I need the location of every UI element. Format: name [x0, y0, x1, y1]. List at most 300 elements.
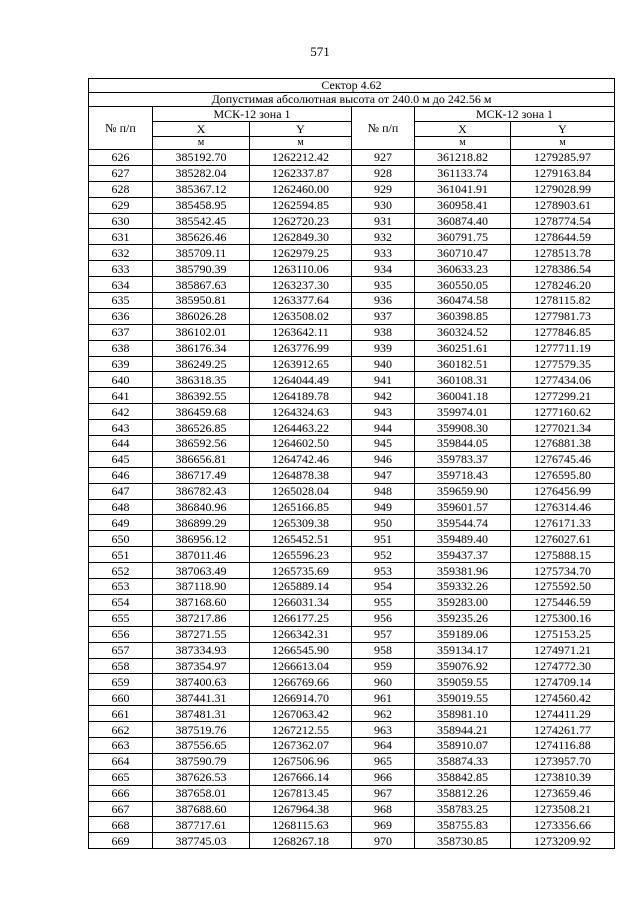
point-num-right: 962 [352, 706, 415, 722]
point-num-left: 632 [89, 245, 153, 261]
point-num-right: 949 [352, 499, 415, 515]
table-row [89, 658, 615, 674]
point-num-right: 966 [352, 769, 415, 785]
y-value-right: 1274709.14 [511, 674, 615, 690]
point-num-right: 946 [352, 451, 415, 467]
table-row [89, 706, 615, 722]
point-num-left: 655 [89, 610, 153, 626]
y-value-right: 1274560.42 [511, 690, 615, 706]
y-header-left: Y [250, 122, 352, 137]
point-num-right: 969 [352, 817, 415, 833]
table-row [89, 722, 615, 738]
table-row [89, 563, 615, 579]
y-value-left: 1263508.02 [250, 308, 352, 324]
point-num-right: 944 [352, 420, 415, 436]
height-note: Допустимая абсолютная высота от 240.0 м до 242.56 м [89, 93, 615, 107]
point-num-left: 648 [89, 499, 153, 515]
table-row [89, 833, 615, 849]
point-num-left: 626 [89, 150, 153, 166]
x-value-left: 386318.35 [153, 372, 250, 388]
point-num-right: 947 [352, 467, 415, 483]
point-num-left: 649 [89, 515, 153, 531]
point-num-right: 963 [352, 722, 415, 738]
unit-y-left: м [250, 137, 352, 150]
x-value-right: 359718.43 [415, 467, 511, 483]
table-row [89, 817, 615, 833]
x-value-right: 360251.61 [415, 340, 511, 356]
point-num-right: 951 [352, 531, 415, 547]
table-row [89, 213, 615, 229]
point-num-left: 641 [89, 388, 153, 404]
y-value-right: 1276881.38 [511, 436, 615, 452]
y-value-left: 1262212.42 [250, 150, 352, 166]
y-value-left: 1265452.51 [250, 531, 352, 547]
y-value-left: 1267362.07 [250, 737, 352, 753]
point-num-right: 939 [352, 340, 415, 356]
x-value-left: 385626.46 [153, 229, 250, 245]
point-num-left: 644 [89, 436, 153, 452]
x-value-right: 359489.40 [415, 531, 511, 547]
x-value-right: 359381.96 [415, 563, 511, 579]
point-num-left: 654 [89, 594, 153, 610]
page-number: 571 [310, 44, 330, 59]
x-value-right: 358842.85 [415, 769, 511, 785]
point-num-right: 940 [352, 356, 415, 372]
y-value-right: 1275446.59 [511, 594, 615, 610]
x-value-left: 387334.93 [153, 642, 250, 658]
x-value-right: 360041.18 [415, 388, 511, 404]
x-value-right: 359908.30 [415, 420, 511, 436]
x-value-left: 386392.55 [153, 388, 250, 404]
point-num-left: 666 [89, 785, 153, 801]
x-value-left: 386899.29 [153, 515, 250, 531]
x-value-right: 358783.25 [415, 801, 511, 817]
y-value-right: 1276171.33 [511, 515, 615, 531]
y-value-left: 1267813.45 [250, 785, 352, 801]
point-num-left: 650 [89, 531, 153, 547]
x-value-left: 386026.28 [153, 308, 250, 324]
y-value-left: 1266613.04 [250, 658, 352, 674]
y-value-right: 1275592.50 [511, 579, 615, 595]
table-row [89, 308, 615, 324]
y-value-left: 1265889.14 [250, 579, 352, 595]
x-value-left: 387063.49 [153, 563, 250, 579]
table-row [89, 197, 615, 213]
point-num-left: 668 [89, 817, 153, 833]
x-value-right: 360633.23 [415, 261, 511, 277]
point-num-right: 970 [352, 833, 415, 849]
x-value-right: 358755.83 [415, 817, 511, 833]
coord-system-right: МСК-12 зона 1 [415, 107, 615, 122]
y-value-left: 1267666.14 [250, 769, 352, 785]
y-value-right: 1279285.97 [511, 150, 615, 166]
y-value-left: 1265309.38 [250, 515, 352, 531]
y-value-right: 1278513.78 [511, 245, 615, 261]
x-value-right: 359076.92 [415, 658, 511, 674]
table-row [89, 579, 615, 595]
y-value-right: 1275734.70 [511, 563, 615, 579]
point-num-right: 936 [352, 293, 415, 309]
y-value-right: 1274772.30 [511, 658, 615, 674]
table-row [89, 388, 615, 404]
y-value-left: 1264324.63 [250, 404, 352, 420]
table-row [89, 753, 615, 769]
point-num-left: 656 [89, 626, 153, 642]
table-row [89, 181, 615, 197]
table-row [89, 293, 615, 309]
x-value-right: 359235.26 [415, 610, 511, 626]
x-value-right: 360958.41 [415, 197, 511, 213]
y-value-left: 1262337.87 [250, 165, 352, 181]
y-value-left: 1262460.00 [250, 181, 352, 197]
y-value-left: 1264878.38 [250, 467, 352, 483]
y-value-left: 1263642.11 [250, 324, 352, 340]
point-num-left: 637 [89, 324, 153, 340]
y-value-left: 1268115.63 [250, 817, 352, 833]
y-value-left: 1264463.22 [250, 420, 352, 436]
y-value-left: 1262849.30 [250, 229, 352, 245]
x-value-left: 385367.12 [153, 181, 250, 197]
y-value-right: 1273209.92 [511, 833, 615, 849]
x-value-right: 359783.37 [415, 451, 511, 467]
x-header-right: X [415, 122, 511, 137]
x-value-left: 386592.56 [153, 436, 250, 452]
table-row [89, 690, 615, 706]
x-value-left: 385282.04 [153, 165, 250, 181]
point-num-left: 638 [89, 340, 153, 356]
table-row [89, 150, 615, 166]
point-num-left: 669 [89, 833, 153, 849]
point-num-right: 930 [352, 197, 415, 213]
y-value-right: 1278903.61 [511, 197, 615, 213]
x-value-right: 359437.37 [415, 547, 511, 563]
y-value-right: 1279163.84 [511, 165, 615, 181]
x-value-right: 359134.17 [415, 642, 511, 658]
point-num-left: 663 [89, 737, 153, 753]
table-row [89, 404, 615, 420]
y-value-right: 1276314.46 [511, 499, 615, 515]
y-value-right: 1273957.70 [511, 753, 615, 769]
point-num-right: 932 [352, 229, 415, 245]
point-num-left: 635 [89, 293, 153, 309]
x-value-left: 387271.55 [153, 626, 250, 642]
y-value-left: 1267506.96 [250, 753, 352, 769]
x-value-right: 358944.21 [415, 722, 511, 738]
y-value-right: 1275153.25 [511, 626, 615, 642]
x-value-left: 387626.53 [153, 769, 250, 785]
point-num-right: 968 [352, 801, 415, 817]
x-value-left: 386656.81 [153, 451, 250, 467]
x-value-left: 387481.31 [153, 706, 250, 722]
y-value-left: 1262979.25 [250, 245, 352, 261]
point-num-left: 639 [89, 356, 153, 372]
x-value-right: 359189.06 [415, 626, 511, 642]
table-row [89, 467, 615, 483]
table-row [89, 451, 615, 467]
x-value-right: 360874.40 [415, 213, 511, 229]
point-num-left: 646 [89, 467, 153, 483]
point-num-right: 958 [352, 642, 415, 658]
point-num-right: 935 [352, 277, 415, 293]
point-num-right: 928 [352, 165, 415, 181]
y-value-right: 1277299.21 [511, 388, 615, 404]
y-value-right: 1273810.39 [511, 769, 615, 785]
point-num-left: 658 [89, 658, 153, 674]
y-value-left: 1266914.70 [250, 690, 352, 706]
x-value-right: 358730.85 [415, 833, 511, 849]
point-num-right: 955 [352, 594, 415, 610]
y-value-left: 1262594.85 [250, 197, 352, 213]
coord-system-left: МСК-12 зона 1 [153, 107, 352, 122]
table-row [89, 626, 615, 642]
x-value-left: 387118.90 [153, 579, 250, 595]
coordinates-table [88, 78, 615, 849]
x-value-left: 387688.60 [153, 801, 250, 817]
x-value-left: 386249.25 [153, 356, 250, 372]
point-num-right: 942 [352, 388, 415, 404]
point-num-left: 645 [89, 451, 153, 467]
y-value-left: 1267964.38 [250, 801, 352, 817]
y-value-left: 1264602.50 [250, 436, 352, 452]
table-row [89, 547, 615, 563]
x-value-left: 386526.85 [153, 420, 250, 436]
y-value-right: 1278774.54 [511, 213, 615, 229]
y-value-right: 1276027.61 [511, 531, 615, 547]
point-num-left: 652 [89, 563, 153, 579]
x-value-right: 359844.05 [415, 436, 511, 452]
y-value-right: 1277711.19 [511, 340, 615, 356]
x-value-left: 385192.70 [153, 150, 250, 166]
x-value-left: 385458.95 [153, 197, 250, 213]
x-value-left: 387658.01 [153, 785, 250, 801]
y-value-left: 1266769.66 [250, 674, 352, 690]
point-num-left: 634 [89, 277, 153, 293]
y-value-left: 1263237.30 [250, 277, 352, 293]
point-num-right: 937 [352, 308, 415, 324]
y-value-left: 1262720.23 [250, 213, 352, 229]
x-value-left: 387717.61 [153, 817, 250, 833]
x-value-right: 360182.51 [415, 356, 511, 372]
y-value-left: 1268267.18 [250, 833, 352, 849]
point-num-left: 647 [89, 483, 153, 499]
table-row [89, 531, 615, 547]
point-num-left: 653 [89, 579, 153, 595]
y-value-right: 1279028.99 [511, 181, 615, 197]
x-value-right: 359019.55 [415, 690, 511, 706]
y-value-left: 1264044.49 [250, 372, 352, 388]
y-value-right: 1276595.80 [511, 467, 615, 483]
point-num-right: 967 [352, 785, 415, 801]
point-num-left: 659 [89, 674, 153, 690]
x-value-left: 387519.76 [153, 722, 250, 738]
x-value-right: 359544.74 [415, 515, 511, 531]
y-value-right: 1274116.88 [511, 737, 615, 753]
point-num-right: 957 [352, 626, 415, 642]
x-value-right: 360474.58 [415, 293, 511, 309]
y-value-left: 1265735.69 [250, 563, 352, 579]
y-value-right: 1277021.34 [511, 420, 615, 436]
y-value-left: 1266031.34 [250, 594, 352, 610]
point-num-right: 933 [352, 245, 415, 261]
unit-x-right: м [415, 137, 511, 150]
x-value-left: 387168.60 [153, 594, 250, 610]
table-row [89, 420, 615, 436]
x-value-right: 361041.91 [415, 181, 511, 197]
x-value-left: 386176.34 [153, 340, 250, 356]
point-num-right: 941 [352, 372, 415, 388]
table-row [89, 277, 615, 293]
y-value-left: 1264742.46 [250, 451, 352, 467]
table-row [89, 340, 615, 356]
point-num-left: 661 [89, 706, 153, 722]
point-num-left: 662 [89, 722, 153, 738]
x-value-left: 386956.12 [153, 531, 250, 547]
point-num-left: 660 [89, 690, 153, 706]
sector-title: Сектор 4.62 [89, 79, 615, 93]
x-value-left: 386782.43 [153, 483, 250, 499]
table-row [89, 515, 615, 531]
point-num-left: 636 [89, 308, 153, 324]
y-value-right: 1276456.99 [511, 483, 615, 499]
y-value-right: 1277846.85 [511, 324, 615, 340]
y-value-right: 1277160.62 [511, 404, 615, 420]
y-value-left: 1266177.25 [250, 610, 352, 626]
point-num-left: 667 [89, 801, 153, 817]
table-row [89, 801, 615, 817]
table-body [89, 150, 615, 849]
point-num-left: 640 [89, 372, 153, 388]
y-value-right: 1278115.82 [511, 293, 615, 309]
point-num-right: 964 [352, 737, 415, 753]
x-value-right: 359659.90 [415, 483, 511, 499]
x-value-left: 386102.01 [153, 324, 250, 340]
x-value-left: 387590.79 [153, 753, 250, 769]
point-num-left: 629 [89, 197, 153, 213]
x-value-right: 360108.31 [415, 372, 511, 388]
point-num-right: 960 [352, 674, 415, 690]
point-num-right: 950 [352, 515, 415, 531]
x-value-right: 358812.26 [415, 785, 511, 801]
x-value-left: 387556.65 [153, 737, 250, 753]
x-value-right: 359283.00 [415, 594, 511, 610]
point-num-left: 643 [89, 420, 153, 436]
unit-x-left: м [153, 137, 250, 150]
x-value-left: 385790.39 [153, 261, 250, 277]
table-row [89, 594, 615, 610]
num-header-left: № п/п [89, 107, 153, 150]
table-row [89, 769, 615, 785]
y-value-right: 1276745.46 [511, 451, 615, 467]
point-num-left: 651 [89, 547, 153, 563]
x-value-right: 359059.55 [415, 674, 511, 690]
table-row [89, 785, 615, 801]
x-value-left: 385709.11 [153, 245, 250, 261]
y-value-right: 1273659.46 [511, 785, 615, 801]
point-num-right: 953 [352, 563, 415, 579]
point-num-right: 959 [352, 658, 415, 674]
y-value-left: 1263110.06 [250, 261, 352, 277]
point-num-right: 931 [352, 213, 415, 229]
y-value-right: 1275300.16 [511, 610, 615, 626]
x-header-left: X [153, 122, 250, 137]
y-value-right: 1277981.73 [511, 308, 615, 324]
y-value-left: 1266545.90 [250, 642, 352, 658]
y-value-right: 1275888.15 [511, 547, 615, 563]
y-value-left: 1267212.55 [250, 722, 352, 738]
x-value-right: 359601.57 [415, 499, 511, 515]
x-value-right: 361218.82 [415, 150, 511, 166]
x-value-left: 387011.46 [153, 547, 250, 563]
y-value-left: 1265028.04 [250, 483, 352, 499]
table-row [89, 356, 615, 372]
x-value-right: 360791.75 [415, 229, 511, 245]
point-num-left: 631 [89, 229, 153, 245]
y-value-left: 1263377.64 [250, 293, 352, 309]
point-num-right: 952 [352, 547, 415, 563]
y-value-left: 1265166.85 [250, 499, 352, 515]
point-num-right: 927 [352, 150, 415, 166]
y-value-right: 1277579.35 [511, 356, 615, 372]
y-value-left: 1267063.42 [250, 706, 352, 722]
y-value-right: 1274971.21 [511, 642, 615, 658]
x-value-right: 360710.47 [415, 245, 511, 261]
num-header-right: № п/п [352, 107, 415, 150]
y-value-left: 1264189.78 [250, 388, 352, 404]
table-row [89, 642, 615, 658]
y-value-right: 1274261.77 [511, 722, 615, 738]
x-value-right: 360550.05 [415, 277, 511, 293]
y-value-right: 1278644.59 [511, 229, 615, 245]
y-value-right: 1273356.66 [511, 817, 615, 833]
point-num-right: 954 [352, 579, 415, 595]
table-row [89, 737, 615, 753]
x-value-right: 359332.26 [415, 579, 511, 595]
table-row [89, 499, 615, 515]
table-row [89, 229, 615, 245]
x-value-right: 361133.74 [415, 165, 511, 181]
x-value-right: 358910.07 [415, 737, 511, 753]
table-row [89, 165, 615, 181]
table-row [89, 261, 615, 277]
table-row [89, 483, 615, 499]
table-row [89, 436, 615, 452]
table-row [89, 610, 615, 626]
x-value-left: 387354.97 [153, 658, 250, 674]
x-value-left: 386717.49 [153, 467, 250, 483]
x-value-left: 387441.31 [153, 690, 250, 706]
point-num-left: 633 [89, 261, 153, 277]
x-value-left: 386459.68 [153, 404, 250, 420]
x-value-left: 385950.81 [153, 293, 250, 309]
point-num-left: 627 [89, 165, 153, 181]
table-row [89, 324, 615, 340]
y-value-right: 1277434.06 [511, 372, 615, 388]
point-num-right: 948 [352, 483, 415, 499]
point-num-left: 664 [89, 753, 153, 769]
x-value-left: 385542.45 [153, 213, 250, 229]
y-header-right: Y [511, 122, 615, 137]
point-num-right: 934 [352, 261, 415, 277]
y-value-left: 1263912.65 [250, 356, 352, 372]
table-row [89, 245, 615, 261]
y-value-right: 1273508.21 [511, 801, 615, 817]
point-num-left: 642 [89, 404, 153, 420]
y-value-left: 1263776.99 [250, 340, 352, 356]
y-value-right: 1278246.20 [511, 277, 615, 293]
point-num-right: 938 [352, 324, 415, 340]
point-num-right: 956 [352, 610, 415, 626]
y-value-right: 1278386.54 [511, 261, 615, 277]
